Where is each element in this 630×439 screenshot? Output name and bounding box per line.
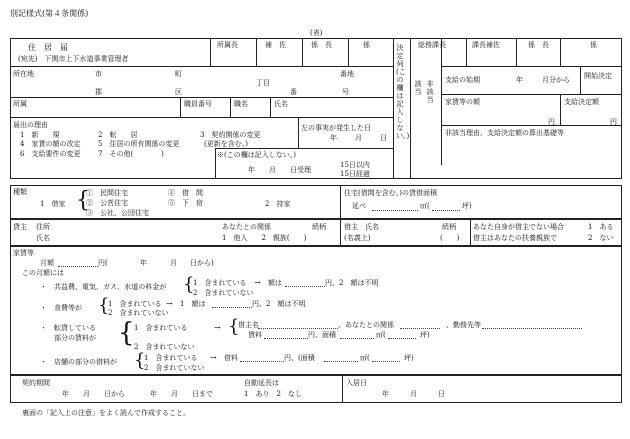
- contract-from: 年 月 日から: [62, 390, 125, 398]
- utilities-not-incl: 2 含まれていない: [193, 289, 254, 297]
- rent-from: 日から): [190, 259, 214, 267]
- tenant-name: 借主名: [238, 321, 259, 329]
- footer-note: 裏面の「記入上の注意」をよく読んで作成すること。: [22, 409, 190, 417]
- notfit-vertical: 非該当: [426, 80, 434, 104]
- shop-fee: 借料: [224, 354, 238, 362]
- approval-hosa: 補 佐: [265, 41, 286, 49]
- title-label: 職名: [234, 100, 248, 108]
- auto-renew: 自動延長は: [244, 379, 279, 387]
- sublet-incl: 1 含まれている: [134, 324, 188, 332]
- reason-requirement: 6 支給要件の変更: [20, 150, 81, 158]
- address-shi: 市: [95, 70, 102, 78]
- rent-amount-yen: 円: [548, 118, 555, 126]
- meals-incl: 1 含まれている: [108, 300, 162, 308]
- shop-sqm: ㎡(: [360, 354, 370, 362]
- contract-to: 年 月 日まで: [150, 390, 213, 398]
- move-in-label: 入居日: [346, 379, 367, 387]
- sublet-brace: {: [118, 318, 135, 348]
- area-tsubo: 坪): [462, 202, 472, 210]
- sublet-label-2: 部分の賃料が: [54, 334, 96, 342]
- rent-amount-label: 家賃等の額: [445, 98, 480, 106]
- meals-yen: 円、2 額は不明: [252, 300, 306, 308]
- address-ban: 番: [290, 88, 297, 96]
- landlord-address: 住所: [36, 223, 50, 231]
- answer-yes: 1 ある: [588, 223, 614, 231]
- office-note: ※(この欄は記入しない。): [217, 151, 296, 159]
- utilities-arrow: →: [254, 278, 261, 287]
- utilities-brace: {: [183, 274, 195, 295]
- address-chome: 丁目: [256, 79, 270, 87]
- answer-no: 2 ない: [588, 234, 614, 242]
- reason-new: 1 新 規: [20, 131, 60, 139]
- meals-amount: 1 額は: [180, 300, 206, 308]
- landlord-label: 貸主: [13, 223, 27, 231]
- reason-nonfit-label: 非該当理由、支給決定額の算出基礎等: [445, 129, 564, 137]
- borrower-nominal: (名義上): [344, 234, 371, 242]
- address-banchi: 番地: [340, 70, 354, 78]
- approval-kakari: 係: [363, 41, 370, 49]
- receipt-date: 年 月 日受理: [248, 166, 311, 174]
- addressee: (宛先) 下関市上下水道事業管理者: [18, 55, 129, 63]
- contract-box: [10, 375, 622, 403]
- shop-yen-area: 円、(面積: [284, 354, 315, 362]
- address-label: 所在地: [13, 70, 34, 78]
- landlord-rel-options: 1 他人 2 親族( ): [222, 234, 307, 242]
- fact-month: 月: [355, 134, 362, 142]
- payment-decision-label: 支給決定額: [564, 98, 599, 106]
- rent-label: 家賃等: [13, 249, 34, 257]
- sublet-sqm: ㎡(: [376, 331, 386, 339]
- shop-incl: 1 含まれている: [144, 354, 198, 362]
- within-15: 15日以内: [340, 161, 370, 169]
- rent-month: 月: [170, 259, 177, 267]
- owned-house: 2 持家: [265, 200, 291, 208]
- rent-yen: 円(: [98, 259, 108, 267]
- sublet-inner-brace: {: [228, 316, 240, 337]
- approval-kachohosa: 課長補佐: [472, 41, 500, 49]
- approval-somukacho: 総務課長: [418, 41, 446, 49]
- type-brace: {: [76, 188, 90, 213]
- tenant-relation: 、あなたとの関係: [338, 321, 394, 329]
- rent-monthly: 月額: [40, 259, 54, 267]
- shop-not-incl: 2 含まれていない: [144, 364, 205, 372]
- type-corporation: ③ 公社、公団住宅: [86, 209, 149, 217]
- utilities-amount: 額は: [268, 279, 282, 287]
- landlord-name: 氏名: [36, 234, 50, 242]
- meals-brace: {: [98, 295, 110, 316]
- reason-renewal: (更新を含む。): [204, 140, 248, 148]
- fact-date-label: 左の事実が発生した日: [301, 124, 371, 132]
- utilities-incl: 1 含まれている: [193, 279, 247, 287]
- type-private: ① 民間住宅: [86, 189, 128, 197]
- type-label: 種類: [13, 188, 27, 196]
- shop-brace: {: [134, 350, 146, 371]
- borrower-name: 借主 氏名: [344, 223, 379, 231]
- renew-options: 1 あり 2 なし: [244, 390, 302, 398]
- shop-label: ・ 店舗の部分の借料が: [40, 358, 117, 366]
- address-ku: 区: [175, 88, 182, 96]
- sublet-arrow: →: [214, 323, 221, 332]
- area-sqm: ㎡(: [420, 202, 430, 210]
- move-in-date: 年 月 日: [382, 390, 445, 398]
- decision-vertical-note: 決定伺(この欄は記入しない。): [396, 44, 410, 140]
- reason-contract: 3 契約関係の変更: [200, 131, 261, 139]
- sublet-label-1: ・ 転貸している: [40, 324, 96, 332]
- start-decision: 開始決定: [584, 72, 612, 80]
- approval-kakari-r: 係: [590, 41, 597, 49]
- sublet-rent: 賃料: [248, 331, 262, 339]
- tenant-work: 、勤務先等: [446, 321, 481, 329]
- payment-start-month: 月分から: [542, 76, 570, 84]
- reason-label: 届出の理由: [13, 121, 48, 129]
- shop-tsubo: 坪): [404, 354, 414, 362]
- address-go: 号: [342, 88, 349, 96]
- meals-not-incl: 2 含まれていない: [108, 309, 169, 317]
- meals-arrow: →: [166, 299, 173, 308]
- sublet-tsubo: 坪): [420, 331, 430, 339]
- type-public: ② 公営住宅: [86, 199, 128, 207]
- doc-name: 住 居 届: [28, 43, 68, 52]
- type-lodging: ⑤ 下 宿: [168, 199, 203, 207]
- meals-label: ・ 食費等が: [40, 304, 82, 312]
- rented-house: 1 借家: [40, 200, 66, 208]
- payment-start-label: 支給の始期: [445, 76, 480, 84]
- sublet-yen-area: 円、面積: [308, 331, 336, 339]
- form-title: 別記様式(第４条関係): [10, 9, 89, 18]
- rent-includes: この月額には: [22, 269, 64, 277]
- utilities-label: ・ 共益費、電気、ガス、水道の料金が: [40, 283, 167, 291]
- landlord-relation: あなたとの関係: [222, 223, 271, 231]
- contract-label: 契約期間: [22, 379, 50, 387]
- borrower-zoku: 続柄: [442, 223, 456, 231]
- name-label: 氏名: [274, 100, 288, 108]
- area-nobe: 延べ: [352, 202, 366, 210]
- approval-kakaricho-r: 係 長: [528, 41, 549, 49]
- affiliation-label: 所属: [13, 100, 27, 108]
- shop-arrow: →: [210, 353, 217, 362]
- area-label: 住宅(借間を含む。)の貸借面積: [344, 189, 437, 197]
- after-15: 15日経過: [340, 170, 370, 178]
- landlord-zoku: 続柄: [312, 223, 326, 231]
- decision-yen: 円: [610, 118, 617, 126]
- utilities-yen: 円、2 額は不明: [325, 279, 379, 287]
- address-cho: 町: [175, 70, 182, 78]
- not-borrower-question: あなた自身が借主でない場合: [473, 223, 564, 231]
- fit-vertical: 該 当: [414, 80, 429, 96]
- approval-kakaricho: 係 長: [311, 41, 332, 49]
- type-room: ④ 借 間: [168, 189, 203, 197]
- payment-start-year: 年: [516, 76, 523, 84]
- reason-rent-change: 4 家賃の額の改定: [20, 140, 81, 148]
- sublet-not-incl: 2 含まれていない: [134, 343, 195, 351]
- rent-year: 年: [140, 259, 147, 267]
- reason-ownership: 5 住居の所有関係の変更: [98, 140, 180, 148]
- fact-year: 年: [330, 134, 337, 142]
- staff-no-label: 職員番号: [184, 100, 212, 108]
- reason-other: 7 その他( ): [98, 150, 164, 158]
- address-gun: 郡: [95, 88, 102, 96]
- fact-day: 日: [380, 134, 387, 142]
- borrower-paren: ( ): [440, 234, 460, 242]
- approval-shozokucho: 所属長: [217, 41, 238, 49]
- front-label: (表): [310, 29, 323, 37]
- dependent-question: 借主はあなたの扶養親族で: [473, 234, 557, 242]
- reason-move: 2 転 居: [98, 131, 138, 139]
